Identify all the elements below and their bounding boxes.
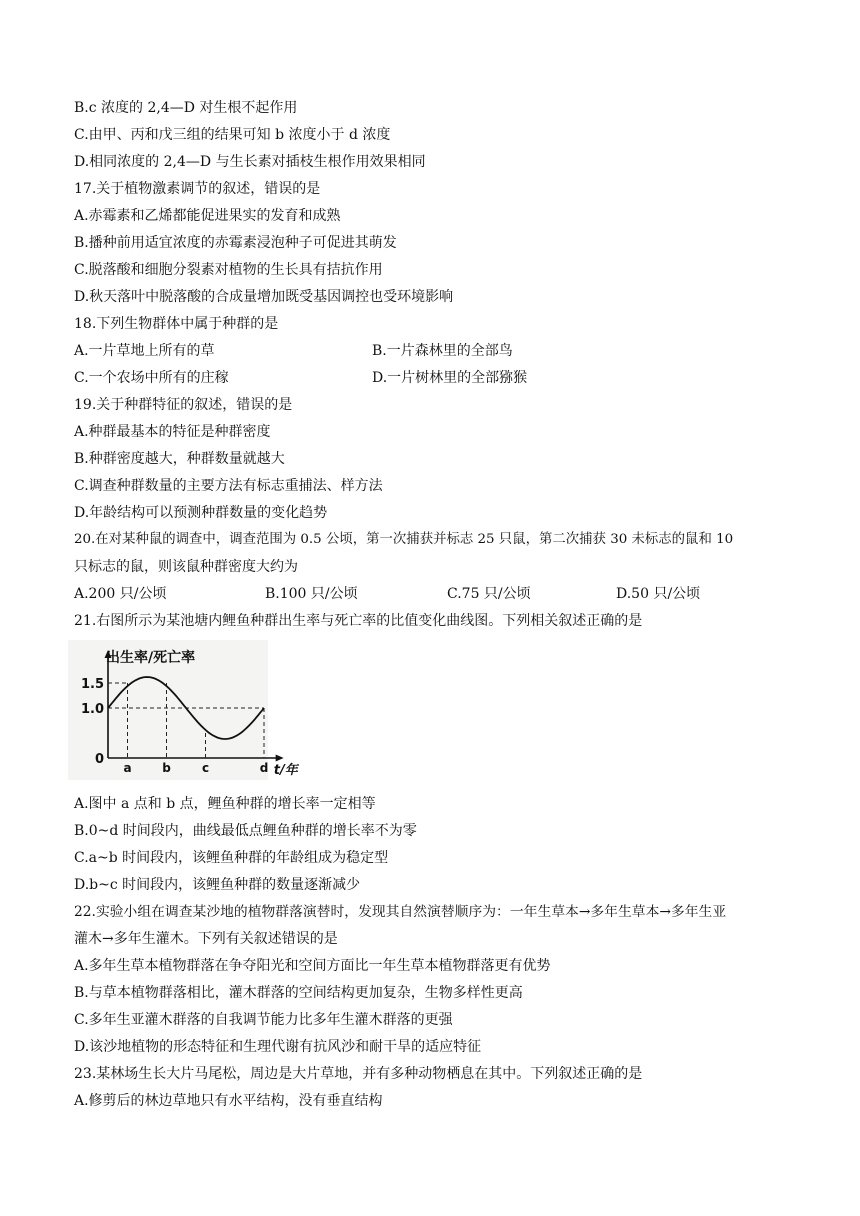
y-tick-label: 1.5 xyxy=(80,677,104,692)
option-c-16: C.由甲、丙和戊三组的结果可知 b 浓度小于 d 浓度 xyxy=(74,127,391,143)
y-axis-label: 出生率/死亡率 xyxy=(106,650,196,666)
option-d-18: D.一片树林里的全部猕猴 xyxy=(372,370,528,386)
option-b-20: B.100 只/公顷 xyxy=(265,586,358,602)
option-c-18: C.一个农场中所有的庄稼 xyxy=(74,370,229,386)
question-20: 20.在对某种鼠的调查中，调查范围为 0.5 公顷，第一次捕获并标志 25 只鼠，第二次捕获 30 未标志的鼠和 10 xyxy=(74,532,734,547)
x-axis-arrow xyxy=(276,755,284,762)
option-b-18: B.一片森林里的全部鸟 xyxy=(372,343,513,359)
option-d-19: D.年龄结构可以预测种群数量的变化趋势 xyxy=(74,505,328,521)
question-18: 18.下列生物群体中属于种群的是 xyxy=(74,316,279,332)
y-tick-label: 1.0 xyxy=(80,702,104,717)
option-b-16: B.c 浓度的 2,4—D 对生根不起作用 xyxy=(74,100,298,116)
option-c-19: C.调查种群数量的主要方法有标志重捕法、样方法 xyxy=(74,478,383,494)
option-d-21: D.b~c 时间段内，该鲤鱼种群的数量逐渐减少 xyxy=(74,877,361,893)
option-a-20: A.200 只/公顷 xyxy=(74,586,167,602)
x-tick-label: b xyxy=(162,761,171,775)
question-17: 17.关于植物激素调节的叙述，错误的是 xyxy=(74,181,321,197)
option-a-19: A.种群最基本的特征是种群密度 xyxy=(74,424,271,440)
option-b-22: B.与草本植物群落相比，灌木群落的空间结构更加复杂，生物多样性更高 xyxy=(74,985,523,1001)
x-axis-label: t/年 xyxy=(273,763,298,778)
option-c-20: C.75 只/公顷 xyxy=(447,586,531,602)
option-a-22: A.多年生草本植物群落在争夺阳光和空间方面比一年生草本植物群落更有优势 xyxy=(74,958,551,974)
option-a-17: A.赤霉素和乙烯都能促进果实的发育和成熟 xyxy=(74,208,341,224)
option-c-22: C.多年生亚灌木群落的自我调节能力比多年生灌木群落的更强 xyxy=(74,1012,453,1028)
option-d-16: D.相同浓度的 2,4—D 与生长素对插枝生根作用效果相同 xyxy=(74,154,426,170)
x-tick-label: c xyxy=(201,761,210,775)
y-tick-label: 0 xyxy=(94,752,104,767)
option-b-17: B.播种前用适宜浓度的赤霉素浸泡种子可促进其萌发 xyxy=(74,235,397,251)
x-tick-label: a xyxy=(123,761,132,775)
question-23: 23.某林场生长大片马尾松，周边是大片草地，并有多种动物栖息在其中。下列叙述正确的是 xyxy=(74,1066,643,1082)
question-22: 22.实验小组在调查某沙地的植物群落演替时，发现其自然演替顺序为：一年生草本→多年生草本→多年生亚 xyxy=(74,904,727,920)
question-22-cont: 灌木→多年生灌木。下列有关叙述错误的是 xyxy=(74,931,338,947)
option-c-17: C.脱落酸和细胞分裂素对植物的生长具有拮抗作用 xyxy=(74,262,383,278)
option-a-21: A.图中 a 点和 b 点，鲤鱼种群的增长率一定相等 xyxy=(74,796,376,812)
option-a-18: A.一片草地上所有的草 xyxy=(74,343,215,359)
option-d-17: D.秋天落叶中脱落酸的合成量增加既受基因调控也受环境影响 xyxy=(74,289,454,305)
x-tick-label: d xyxy=(259,761,269,775)
option-b-19: B.种群密度越大，种群数量就越大 xyxy=(74,451,285,467)
question-21: 21.右图所示为某池塘内鲤鱼种群出生率与死亡率的比值变化曲线图。下列相关叙述正确的是 xyxy=(74,613,643,629)
option-c-21: C.a~b 时间段内，该鲤鱼种群的年龄组成为稳定型 xyxy=(74,850,389,866)
question-19: 19.关于种群特征的叙述，错误的是 xyxy=(74,397,293,413)
option-a-23: A.修剪后的林边草地只有水平结构，没有垂直结构 xyxy=(74,1093,383,1109)
birth-death-ratio-graph xyxy=(68,640,298,780)
option-d-22: D.该沙地植物的形态特征和生理代谢有抗风沙和耐干旱的适应特征 xyxy=(74,1039,482,1055)
option-d-20: D.50 只/公顷 xyxy=(616,586,701,602)
question-20-cont: 只标志的鼠，则该鼠种群密度大约为 xyxy=(74,559,298,575)
option-b-21: B.0~d 时间段内，曲线最低点鲤鱼种群的增长率不为零 xyxy=(74,823,417,839)
